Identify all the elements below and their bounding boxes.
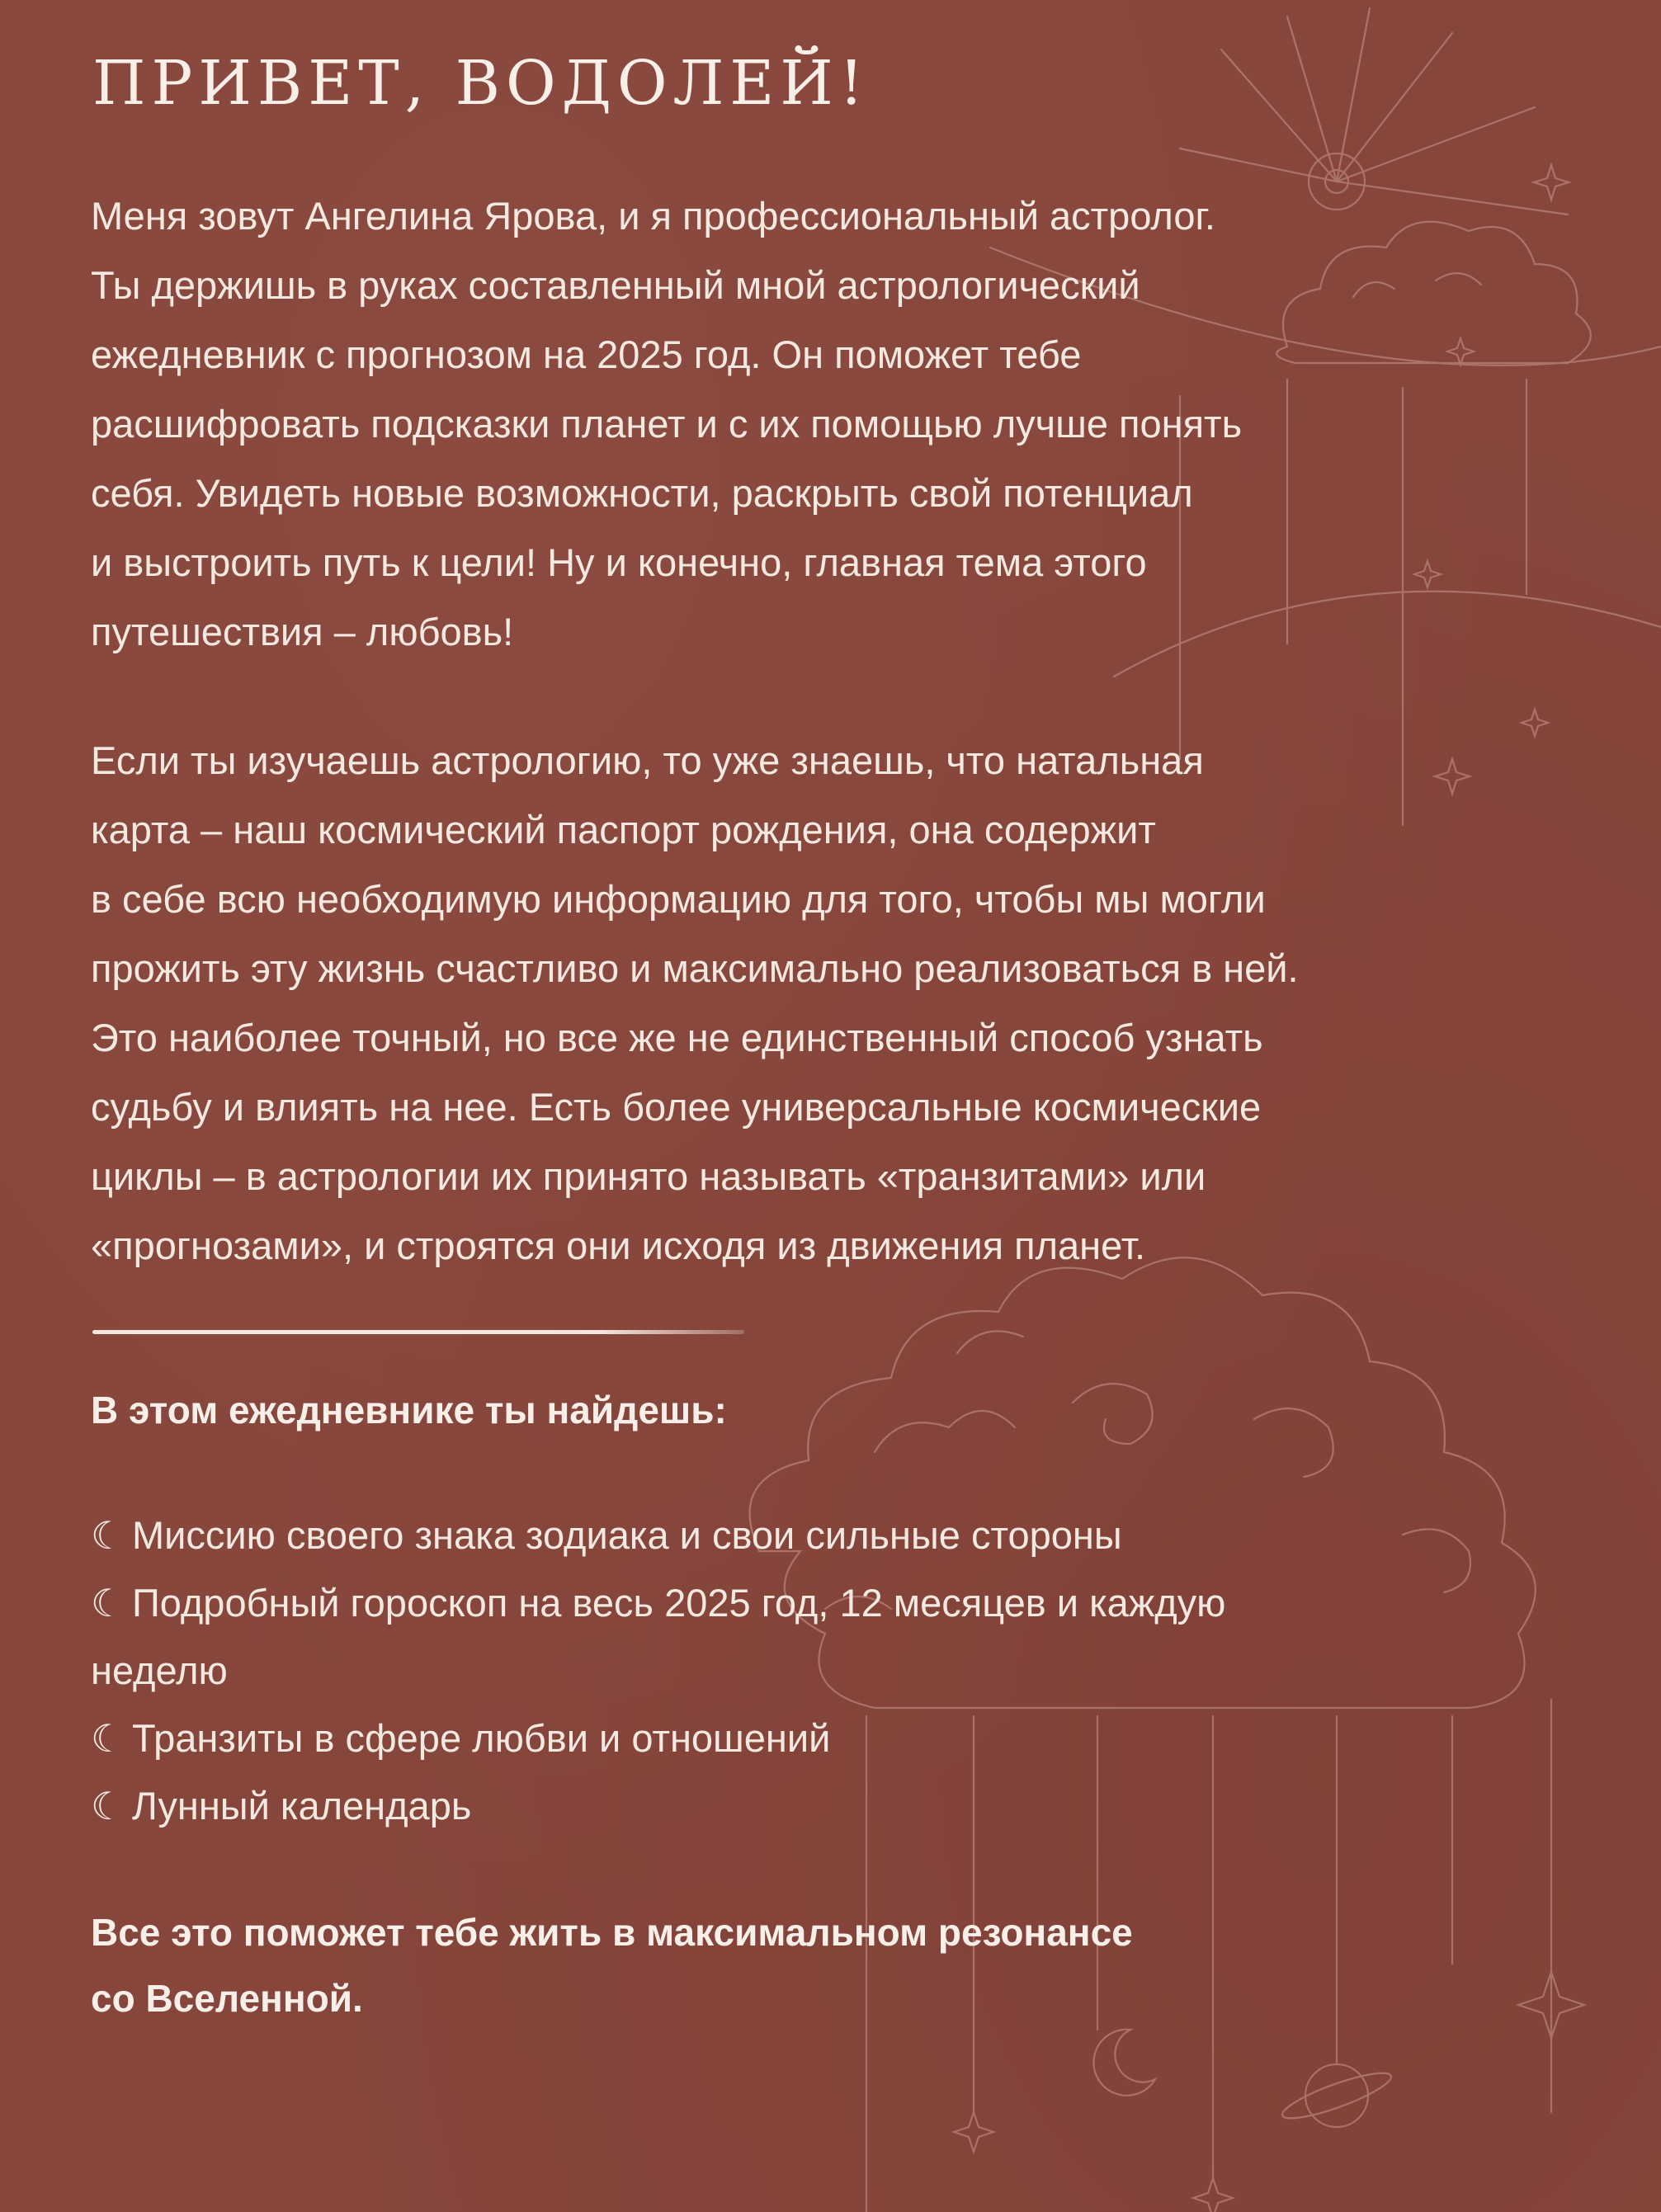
features-list <box>91 1502 1225 1840</box>
paragraph-line: Меня зовут Ангелина Ярова, и я профессиональный астролог. <box>91 194 1215 238</box>
paragraph-line: и выстроить путь к цели! Ну и конечно, главная тема этого <box>91 540 1147 584</box>
paragraph-line: Это наиболее точный, но все же не единственный способ узнать <box>91 1016 1263 1059</box>
list-item <box>91 1705 1225 1772</box>
closing-line: Все это поможет тебе жить в максимальном резонансе <box>91 1911 1133 1954</box>
paragraph-line: судьбу и влиять на нее. Есть более универсальные космические <box>91 1085 1262 1129</box>
intro-paragraph <box>91 182 1242 667</box>
paragraph-line: Если ты изучаешь астрологию, то уже знаешь, что натальная <box>91 738 1204 782</box>
paragraph-line: путешествия – любовь! <box>91 610 514 653</box>
crescent-moon-icon: ☾ <box>91 1581 125 1625</box>
paragraph-line: себя. Увидеть новые возможности, раскрыть свой потенциал <box>91 471 1193 515</box>
page-title: ПРИВЕТ, ВОДОЛЕЙ! <box>92 48 870 119</box>
closing-statement <box>91 1899 1133 2031</box>
paragraph-line: циклы – в астрологии их принято называть «транзитами» или <box>91 1154 1206 1198</box>
crescent-moon-icon: ☾ <box>91 1784 125 1828</box>
feature-text-continuation: неделю <box>91 1648 228 1692</box>
paragraph-line: ежедневник с прогнозом на 2025 год. Он поможет тебе <box>91 333 1082 376</box>
list-item <box>91 1502 1225 1569</box>
paragraph-line: карта – наш космический паспорт рождения, она содержит <box>91 808 1156 851</box>
paragraph-line: «прогнозами», и строятся они исходя из движения планет. <box>91 1224 1146 1267</box>
crescent-moon-icon: ☾ <box>91 1716 125 1761</box>
natal-chart-paragraph <box>91 726 1299 1281</box>
features-heading: В этом ежедневнике ты найдешь: <box>91 1389 727 1431</box>
crescent-moon-icon: ☾ <box>91 1513 125 1558</box>
feature-text: Транзиты в сфере любви и отношений <box>132 1716 831 1760</box>
paragraph-line: расшифровать подсказки планет и с их помощью лучше понять <box>91 402 1243 446</box>
feature-text: Миссию своего знака зодиака и свои сильные стороны <box>132 1513 1122 1557</box>
paragraph-line: прожить эту жизнь счастливо и максимально реализоваться в ней. <box>91 946 1299 990</box>
list-item <box>91 1569 1225 1705</box>
paragraph-line: в себе всю необходимую информацию для того, чтобы мы могли <box>91 877 1266 921</box>
paragraph-line: Ты держишь в руках составленный мной астрологический <box>91 263 1140 307</box>
list-item <box>91 1772 1225 1840</box>
closing-line: со Вселенной. <box>91 1977 363 2020</box>
feature-text: Подробный гороскоп на весь 2025 год, 12 месяцев и каждую <box>132 1581 1226 1625</box>
section-divider <box>92 1330 744 1334</box>
feature-text: Лунный календарь <box>132 1784 472 1828</box>
